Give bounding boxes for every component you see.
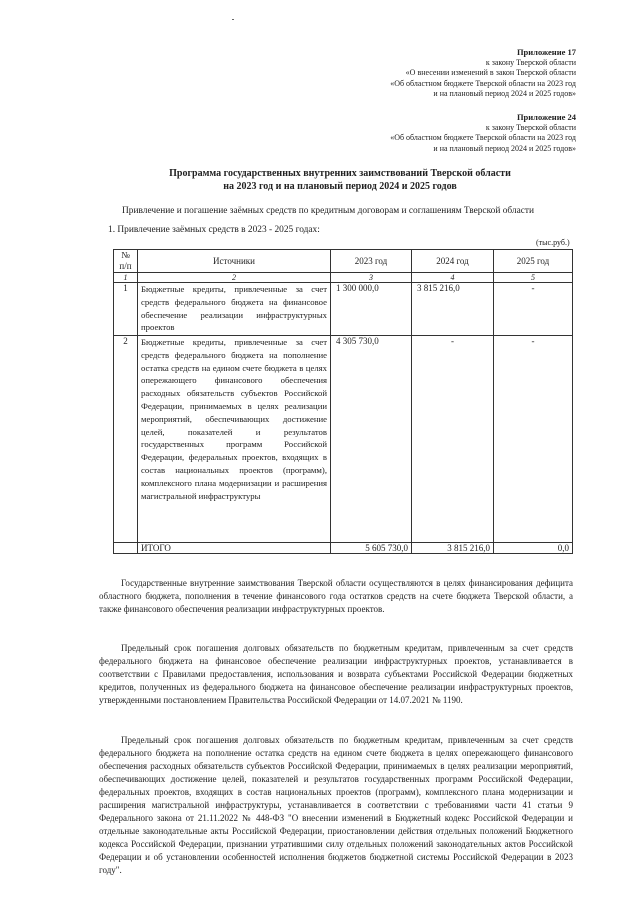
title-line: Программа государственных внутренних заимствований Тверской области — [169, 168, 511, 179]
appendix-17-line: и на плановый период 2024 и 2025 годов» — [433, 89, 576, 98]
total-empty-cell — [114, 543, 138, 554]
header-source: Источники — [138, 250, 331, 273]
paragraph-3: Предельный срок погашения долговых обязательств по бюджетным кредитам, привлеченным за счет средств федерального бюджета на пополнение остатка средств на едином счете бюджета в целях опережающего финансового обеспечения расходных обязательств субъектов Российской Федерации, принимаемых в целях реализации мероприятий, обеспечивающих достижение целей, показателей и результатов государственных программ Российской Федерации, федеральных проектов, входящих в состав национальных проектов (программ), комплексного плана модернизации и расширения магистральной инфраструктуры, устанавливается в соответствии с требованиями части 41 статьи 9 Федерального закона от 21.11.2022 № 448-ФЗ "О внесении изменений в Бюджетный кодекс Российской Федерации и отдельные законодательные акты Российской Федерации, приостановлении действия отдельных положений Бюджетного кодекса Российской Федерации, признании утратившими силу отдельных положений законодательных актов Российской Федерации и об установлении особенностей исполнения бюджетов бюджетной системы Российской Федерации в 2023 году". — [99, 735, 573, 875]
header-num: № п/п — [114, 250, 138, 273]
document-title — [90, 167, 590, 193]
header-2024: 2024 год — [412, 250, 494, 273]
row-value-2025: - — [494, 336, 573, 543]
appendix-17-line: «Об областном бюджете Тверской области на 2023 год — [390, 78, 576, 88]
title-line: на 2023 год и на плановый период 2024 и 2025 годов — [223, 181, 457, 192]
index-cell: 3 — [331, 273, 412, 283]
appendix-24-line: и на плановый период 2024 и 2025 годов» — [433, 143, 576, 153]
index-cell: 4 — [412, 273, 494, 283]
row-value-2024: 3 815 216,0 — [412, 283, 494, 336]
row-source: Бюджетные кредиты, привлеченные за счет средств федерального бюджета на пополнение остатка средств на едином счете бюджета в целях опережающего финансового обеспечения расходных обязательств субъектов Российской Федерации, принимаемых в целях реализации мероприятий, обеспечивающих достижение целей, показателей и результатов государственных программ Российской Федерации, федеральных проектов, входящих в состав национальных проектов (программ), комплексного плана модернизации и расширения магистральной инфраструктуры — [138, 336, 331, 543]
appendix-24-line: к закону Тверской области — [485, 122, 576, 132]
table-row — [114, 283, 573, 336]
row-value-2024: - — [412, 336, 494, 543]
appendix-17-block — [390, 47, 576, 100]
table-index-row — [114, 273, 573, 283]
row-number: 1 — [114, 283, 138, 336]
row-value-2023: 4 305 730,0 — [331, 336, 412, 543]
table-row — [114, 336, 573, 543]
index-cell: 1 — [114, 273, 138, 283]
total-2025: 0,0 — [494, 543, 573, 554]
index-cell: 2 — [138, 273, 331, 283]
appendix-24-line: «Об областном бюджете Тверской области на 2023 год — [390, 133, 576, 142]
row-source: Бюджетные кредиты, привлеченные за счет средств федерального бюджета на финансовое обеспечение реализации инфраструктурных проектов — [138, 283, 331, 336]
borrowing-table — [113, 249, 573, 554]
paragraph-1: Государственные внутренние заимствования Тверской области осуществляются в целях финансирования дефицита областного бюджета, пополнения в течение финансового года остатков средств на счете бюджета Тверской области, а также финансового обеспечения реализации инфраструктурных проектов. — [99, 578, 573, 614]
table-header-row — [114, 250, 573, 273]
appendix-24-heading: Приложение 24 — [516, 112, 576, 122]
total-label: ИТОГО — [138, 543, 331, 554]
total-2024: 3 815 216,0 — [412, 543, 494, 554]
subtitle: Привлечение и погашение заёмных средств по кредитным договорам и соглашениям Тверской области — [122, 206, 535, 216]
table-total-row — [114, 543, 573, 554]
row-number: 2 — [114, 336, 138, 543]
section-heading: 1. Привлечение заёмных средств в 2023 - 2025 годах: — [108, 225, 320, 235]
header-2023: 2023 год — [331, 250, 412, 273]
row-value-2023: 1 300 000,0 — [331, 283, 412, 336]
appendix-17-line: к закону Тверской области — [485, 57, 576, 67]
unit-label: (тыс.руб.) — [536, 238, 570, 247]
row-value-2025: - — [494, 283, 573, 336]
appendix-24-block — [390, 112, 576, 154]
paragraph-2: Предельный срок погашения долговых обязательств по бюджетным кредитам, привлеченным за счет средств федерального бюджета на финансовое обеспечение реализации инфраструктурных проектов, устанавливается в соответствии с Правилами предоставления, использования и возврата субъектами Российской Федерации бюджетных кредитов, полученных из федерального бюджета на финансовое обеспечение реализации инфраструктурных проектов, утвержденными постановлением Правительства Российской Федерации от 14.07.2021 № 1190. — [99, 643, 573, 705]
appendix-17-heading: Приложение 17 — [516, 47, 576, 57]
index-cell: 5 — [494, 273, 573, 283]
appendix-17-line: «О внесении изменений в закон Тверской области — [405, 68, 576, 77]
total-2023: 5 605 730,0 — [331, 543, 412, 554]
header-2025: 2025 год — [494, 250, 573, 273]
scan-speck — [232, 19, 234, 20]
